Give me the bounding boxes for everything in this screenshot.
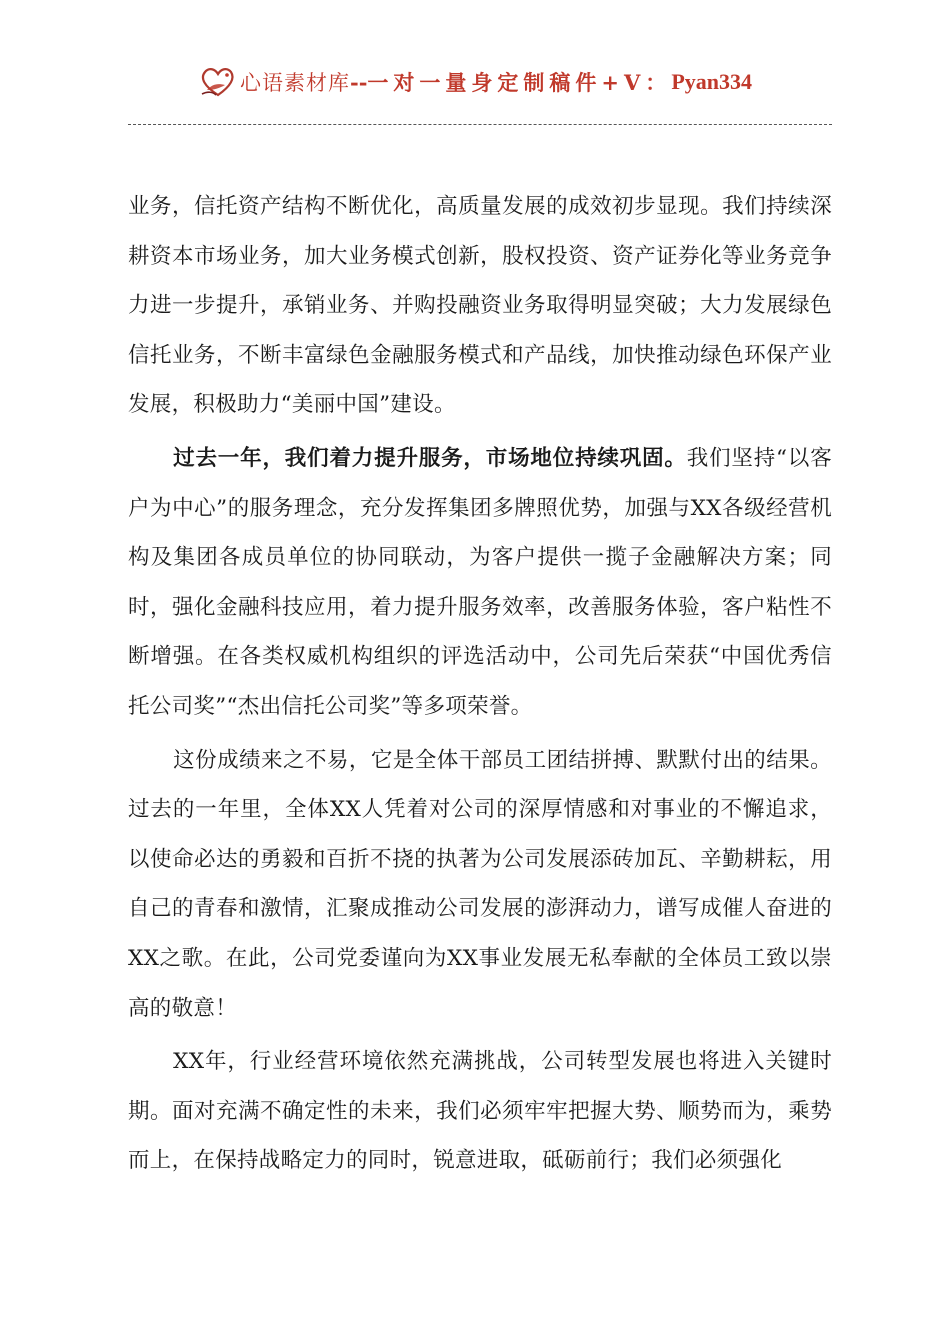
paragraph-text: 我们坚持“以客户为中心”的服务理念，充分发挥集团多牌照优势，加强与XX各级经营机构及集团各成员单位的协同联动，为客户提供一揽子金融解决方案；同时，强化金融科技应用，着力提升服务效率，改善服务体验，客户粘性不断增强。在各类权威机构组织的评选活动中，公司先后荣获“中国优秀信托公司奖”“杰出信托公司奖”等多项荣誉。 bbox=[128, 445, 833, 719]
header-divider bbox=[128, 124, 832, 125]
brand-separator: -- bbox=[349, 69, 368, 95]
brand-contact: Pyan334 bbox=[671, 69, 752, 94]
paragraph-text: 这份成绩来之不易，它是全体干部员工团结拼搏、默默付出的结果。过去的一年里，全体XX人凭着对公司的深厚情感和对事业的不懈追求，以使命必达的勇毅和百折不挠的执著为公司发展添砖加瓦、辛勤耕耘，用自己的青春和激情，汇聚成推动公司发展的澎湃动力，谱写成催人奋进的XX之歌。在此，公司党委谨向为XX事业发展无私奉献的全体员工致以崇高的敬意！ bbox=[128, 747, 832, 1021]
brand-tagline: 一对一量身定制稿件+V： bbox=[367, 70, 672, 95]
page-header bbox=[0, 60, 950, 104]
heart-swirl-logo-icon bbox=[198, 64, 238, 100]
paragraph-1 bbox=[128, 182, 832, 430]
brand-name: 心语素材库 bbox=[239, 71, 350, 95]
paragraph-lead: 过去一年，我们着力提升服务，市场地位持续巩固。 bbox=[173, 445, 687, 471]
paragraph-text: XX年，行业经营环境依然充满挑战，公司转型发展也将进入关键时期。面对充满不确定性的未来，我们必须牢牢把握大势、顺势而为，乘势而上，在保持战略定力的同时，锐意进取，砥砺前行；我们必须强化 bbox=[128, 1049, 832, 1174]
paragraph-4 bbox=[128, 1037, 832, 1186]
document-body bbox=[128, 182, 832, 1190]
paragraph-text: 业务，信托资产结构不断优化，高质量发展的成效初步显现。我们持续深耕资本市场业务，加大业务模式创新，股权投资、资产证券化等业务竞争力进一步提升，承销业务、并购投融资业务取得明显突破；大力发展绿色信托业务，不断丰富绿色金融服务模式和产品线，加快推动绿色环保产业发展，积极助力“美丽中国”建设。 bbox=[128, 194, 832, 418]
paragraph-2 bbox=[128, 434, 832, 732]
paragraph-3 bbox=[128, 736, 832, 1034]
